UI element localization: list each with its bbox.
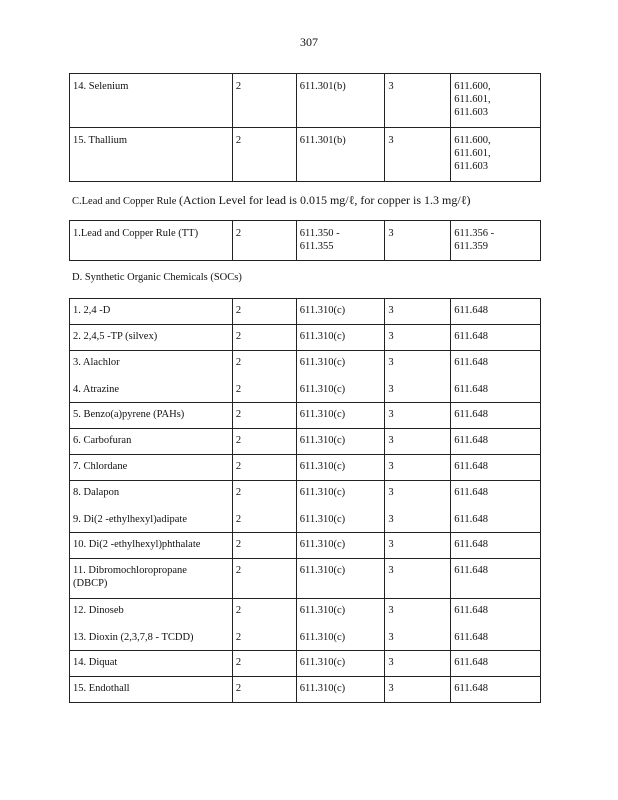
- cell-value: 611.356 -: [454, 228, 495, 239]
- column-2-cell: [232, 455, 296, 481]
- column-4-cell: [385, 599, 451, 651]
- contaminant-name: 4. Atrazine: [73, 384, 120, 395]
- cell-value: 3: [388, 384, 394, 395]
- column-4-cell: [385, 533, 451, 559]
- cell-value: 611.648: [454, 384, 489, 395]
- column-4-cell: [385, 651, 451, 677]
- table-row: [70, 533, 541, 559]
- cell-value: 611.600,: [454, 135, 491, 146]
- section-heading-lead-copper: [72, 193, 470, 208]
- cell-value: 2: [235, 565, 242, 576]
- cell-value: 611.603: [454, 107, 489, 118]
- cell-value: 611.600,: [454, 81, 491, 92]
- contaminant-cell: [70, 455, 233, 481]
- column-4-cell: [385, 351, 451, 403]
- cell-value: 611.350 -: [299, 228, 340, 239]
- cell-value: 611.648: [454, 683, 489, 694]
- cell-value: 611.648: [454, 565, 489, 576]
- contaminant-name: 13. Dioxin (2,3,7,8 - TCDD): [73, 632, 194, 643]
- contaminant-cell: [70, 351, 233, 403]
- contaminant-name: 9. Di(2 -ethylhexyl)adipate: [73, 514, 188, 525]
- table-row: [70, 481, 541, 533]
- cell-value: 3: [388, 305, 394, 316]
- contaminant-name: 5. Benzo(a)pyrene (PAHs): [73, 409, 185, 420]
- section-list-cell: [451, 128, 541, 182]
- cell-value: 3: [388, 539, 394, 550]
- table-row: [70, 299, 541, 325]
- cell-value: 3: [388, 409, 394, 420]
- cell-value: 2: [235, 357, 242, 368]
- contaminant-name: 15. Endothall: [73, 683, 130, 694]
- cell-value: 611.310(c): [299, 487, 346, 498]
- column-2-cell: [232, 429, 296, 455]
- table-body: [70, 299, 541, 703]
- cell-value: 611.355: [299, 241, 334, 252]
- contaminant-cell: [70, 221, 233, 261]
- contaminant-name: 3. Alachlor: [73, 357, 120, 368]
- contaminant-name: 14. Diquat: [73, 657, 118, 668]
- column-2-cell: [232, 221, 296, 261]
- table-row: [70, 351, 541, 403]
- column-2-cell: [232, 351, 296, 403]
- contaminant-cell: [70, 299, 233, 325]
- cell-value: 611.648: [454, 657, 489, 668]
- cell-value: 611.310(c): [299, 305, 346, 316]
- section-reference-cell: [296, 559, 385, 599]
- cell-value: 611.648: [454, 409, 489, 420]
- section-reference-cell: [296, 221, 385, 261]
- contaminant-cell: [70, 677, 233, 703]
- cell-value: 611.310(c): [299, 435, 346, 446]
- contaminant-name: 1. 2,4 -D: [73, 305, 111, 316]
- column-4-cell: [385, 128, 451, 182]
- cell-value: 611.310(c): [299, 657, 346, 668]
- column-2-cell: [232, 533, 296, 559]
- section-reference-cell: [296, 325, 385, 351]
- cell-value: 611.310(c): [299, 384, 346, 395]
- column-2-cell: [232, 651, 296, 677]
- cell-value: 3: [388, 565, 394, 576]
- table-row: [70, 599, 541, 651]
- section-reference-cell: [296, 651, 385, 677]
- cell-value: 611.310(c): [299, 565, 346, 576]
- contaminant-name: 2. 2,4,5 -TP (silvex): [73, 331, 158, 342]
- cell-value: 2: [235, 331, 242, 342]
- contaminant-name: 6. Carbofuran: [73, 435, 132, 446]
- table-row: [70, 221, 541, 261]
- contaminant-cell: [70, 481, 233, 533]
- cell-value: 611.648: [454, 357, 489, 368]
- contaminant-name: 10. Di(2 -ethylhexyl)phthalate: [73, 539, 201, 550]
- section-heading-title: D. Synthetic Organic Chemicals (SOCs): [72, 272, 242, 283]
- table-row: [70, 677, 541, 703]
- cell-value: 611.603: [454, 161, 489, 172]
- regulation-table-socs: [69, 298, 541, 703]
- column-2-cell: [232, 74, 296, 128]
- cell-value: 611.648: [454, 331, 489, 342]
- page-number: 307: [300, 35, 318, 49]
- cell-value: 611.648: [454, 487, 489, 498]
- section-list-cell: [451, 533, 541, 559]
- contaminant-cell: [70, 599, 233, 651]
- cell-value: 3: [388, 683, 394, 694]
- column-2-cell: [232, 325, 296, 351]
- contaminant-name: 7. Chlordane: [73, 461, 128, 472]
- cell-value: 3: [388, 81, 394, 92]
- section-list-cell: [451, 74, 541, 128]
- cell-value: 611.648: [454, 305, 489, 316]
- cell-value: 3: [388, 435, 394, 446]
- section-list-cell: [451, 677, 541, 703]
- section-reference-cell: [296, 351, 385, 403]
- table-row: [70, 455, 541, 481]
- section-list-cell: [451, 299, 541, 325]
- section-list-cell: [451, 325, 541, 351]
- contaminant-name: 12. Dinoseb: [73, 605, 124, 616]
- column-4-cell: [385, 299, 451, 325]
- section-heading-socs: [72, 272, 242, 283]
- cell-value: 611.648: [454, 539, 489, 550]
- cell-value: 611.601,: [454, 94, 491, 105]
- column-2-cell: [232, 677, 296, 703]
- column-2-cell: [232, 299, 296, 325]
- column-4-cell: [385, 481, 451, 533]
- section-reference-cell: [296, 533, 385, 559]
- contaminant-cell: [70, 128, 233, 182]
- section-list-cell: [451, 429, 541, 455]
- contaminant-cell: [70, 651, 233, 677]
- cell-value: 611.310(c): [299, 632, 346, 643]
- cell-value: 611.648: [454, 514, 489, 525]
- section-list-cell: [451, 481, 541, 533]
- cell-value: 611.648: [454, 435, 489, 446]
- section-reference-cell: [296, 403, 385, 429]
- table-row: [70, 559, 541, 599]
- cell-value: 611.648: [454, 605, 489, 616]
- cell-value: 2: [235, 435, 242, 446]
- cell-value: 3: [388, 632, 394, 643]
- column-4-cell: [385, 221, 451, 261]
- section-list-cell: [451, 403, 541, 429]
- section-list-cell: [451, 351, 541, 403]
- section-list-cell: [451, 455, 541, 481]
- regulation-table-lead-copper: [69, 220, 541, 261]
- cell-value: 2: [235, 539, 242, 550]
- contaminant-name: 1.Lead and Copper Rule (TT): [73, 228, 199, 239]
- column-4-cell: [385, 429, 451, 455]
- contaminant-cell: [70, 533, 233, 559]
- column-2-cell: [232, 481, 296, 533]
- column-4-cell: [385, 455, 451, 481]
- cell-value: 3: [388, 605, 394, 616]
- cell-value: 611.301(b): [299, 135, 346, 146]
- contaminant-name: 14. Selenium: [73, 81, 129, 92]
- cell-value: 3: [388, 331, 394, 342]
- section-reference-cell: [296, 599, 385, 651]
- cell-value: 611.359: [454, 241, 489, 252]
- cell-value: 2: [235, 514, 242, 525]
- cell-value: 2: [235, 384, 242, 395]
- cell-value: 611.648: [454, 461, 489, 472]
- table-body: [70, 221, 541, 261]
- column-2-cell: [232, 599, 296, 651]
- cell-value: 3: [388, 135, 394, 146]
- cell-value: 2: [235, 81, 242, 92]
- column-2-cell: [232, 559, 296, 599]
- section-reference-cell: [296, 128, 385, 182]
- cell-value: 2: [235, 135, 242, 146]
- section-heading-title: C.Lead and Copper Rule: [72, 196, 177, 207]
- cell-value: 611.310(c): [299, 514, 346, 525]
- section-reference-cell: [296, 455, 385, 481]
- column-2-cell: [232, 403, 296, 429]
- column-4-cell: [385, 677, 451, 703]
- cell-value: 3: [388, 461, 394, 472]
- contaminant-name: 11. Dibromochloropropane: [73, 565, 187, 576]
- cell-value: 2: [235, 228, 242, 239]
- cell-value: 2: [235, 683, 242, 694]
- section-reference-cell: [296, 429, 385, 455]
- cell-value: 2: [235, 461, 242, 472]
- table-row: [70, 403, 541, 429]
- section-reference-cell: [296, 677, 385, 703]
- cell-value: 611.310(c): [299, 357, 346, 368]
- cell-value: 2: [235, 409, 242, 420]
- cell-value: 611.310(c): [299, 461, 346, 472]
- cell-value: 3: [388, 657, 394, 668]
- section-reference-cell: [296, 299, 385, 325]
- cell-value: 2: [235, 632, 242, 643]
- cell-value: 3: [388, 487, 394, 498]
- cell-value: 611.648: [454, 632, 489, 643]
- contaminant-cell: [70, 74, 233, 128]
- column-4-cell: [385, 403, 451, 429]
- cell-value: 611.310(c): [299, 683, 346, 694]
- section-list-cell: [451, 559, 541, 599]
- cell-value: 3: [388, 357, 394, 368]
- cell-value: 611.310(c): [299, 539, 346, 550]
- section-list-cell: [451, 599, 541, 651]
- contaminant-name: (DBCP): [73, 578, 108, 589]
- table-row: [70, 325, 541, 351]
- cell-value: 611.310(c): [299, 605, 346, 616]
- section-list-cell: [451, 651, 541, 677]
- column-4-cell: [385, 325, 451, 351]
- table-row: [70, 74, 541, 128]
- cell-value: 611.601,: [454, 148, 491, 159]
- contaminant-cell: [70, 559, 233, 599]
- column-4-cell: [385, 74, 451, 128]
- table-row: [70, 429, 541, 455]
- contaminant-cell: [70, 325, 233, 351]
- cell-value: 2: [235, 605, 242, 616]
- cell-value: 611.310(c): [299, 409, 346, 420]
- section-list-cell: [451, 221, 541, 261]
- regulation-table-metals: [69, 73, 541, 182]
- column-4-cell: [385, 559, 451, 599]
- cell-value: 611.301(b): [299, 81, 346, 92]
- section-reference-cell: [296, 481, 385, 533]
- cell-value: 3: [388, 514, 394, 525]
- cell-value: 611.310(c): [299, 331, 346, 342]
- table-row: [70, 128, 541, 182]
- table-row: [70, 651, 541, 677]
- contaminant-name: 8. Dalapon: [73, 487, 120, 498]
- action-level-note: (Action Level for lead is 0.015 mg/ℓ, for copper is 1.3 mg/ℓ): [179, 193, 471, 207]
- contaminant-cell: [70, 403, 233, 429]
- cell-value: 3: [388, 228, 394, 239]
- cell-value: 2: [235, 657, 242, 668]
- table-body: [70, 74, 541, 182]
- column-2-cell: [232, 128, 296, 182]
- cell-value: 2: [235, 305, 242, 316]
- cell-value: 2: [235, 487, 242, 498]
- contaminant-cell: [70, 429, 233, 455]
- contaminant-name: 15. Thallium: [73, 135, 128, 146]
- section-reference-cell: [296, 74, 385, 128]
